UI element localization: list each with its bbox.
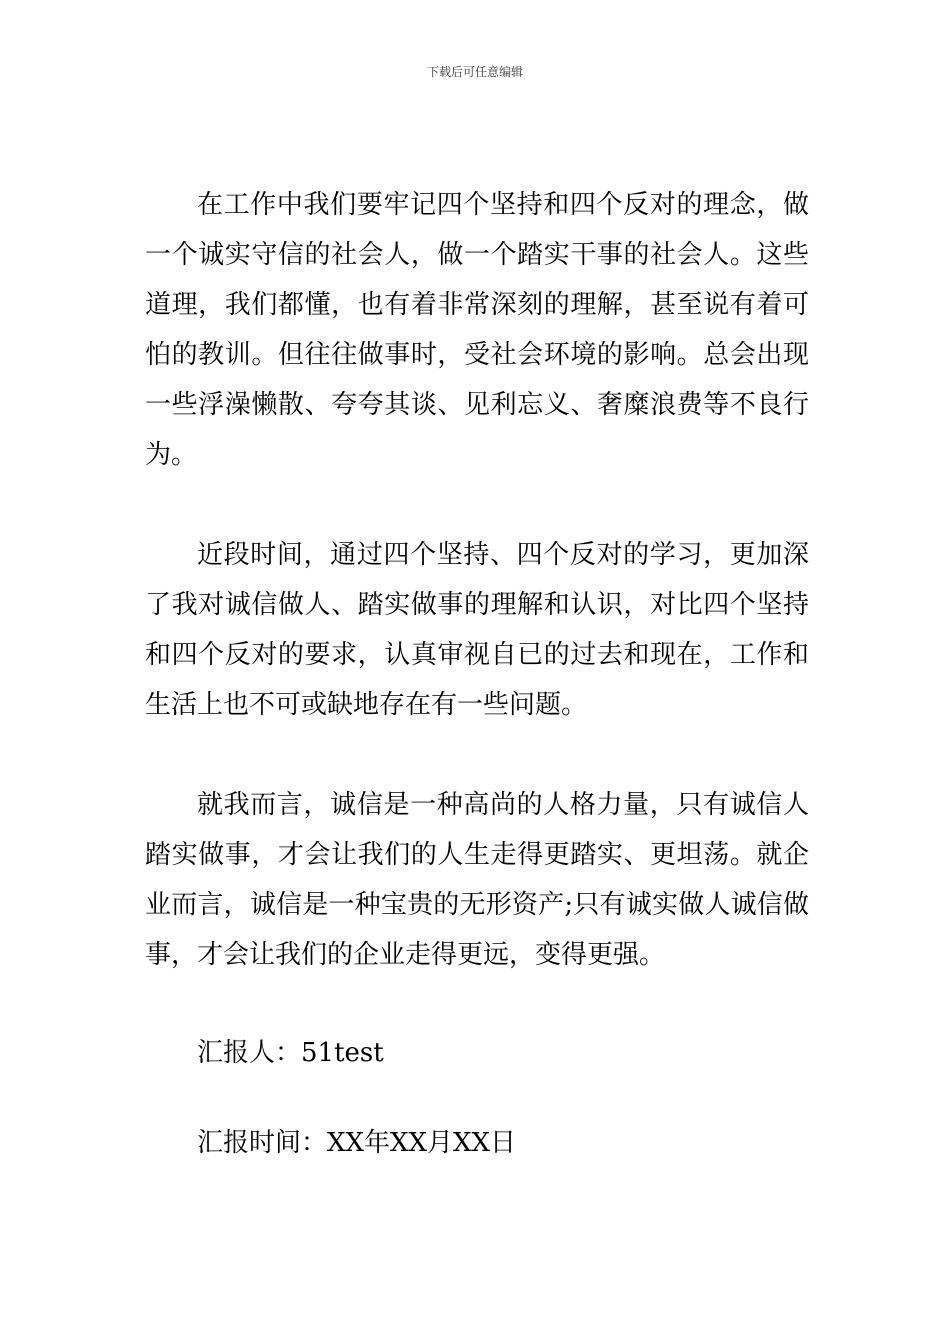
document-body	[145, 180, 809, 1168]
paragraph-1: 在工作中我们要牢记四个坚持和四个反对的理念，做一个诚实守信的社会人，做一个踏实干事的社会人。这些道理，我们都懂，也有着非常深刻的理解，甚至说有着可怕的教训。但往往做事时，受社会环境的影响。总会出现一些浮澡懒散、夸夸其谈、见利忘义、奢糜浪费等不良行为。	[145, 190, 809, 470]
header-note: 下载后可任意编辑	[426, 65, 523, 79]
report-date-line: 汇报时间：XX年XX月XX日	[197, 1128, 517, 1158]
paragraph-2: 近段时间，通过四个坚持、四个反对的学习，更加深了我对诚信做人、踏实做事的理解和认识，对比四个坚持和四个反对的要求，认真审视自已的过去和现在，工作和生活上也不可或缺地存在有一些问题。	[145, 540, 809, 720]
reporter-line: 汇报人：51test	[197, 1038, 384, 1068]
paragraph-3: 就我而言，诚信是一种高尚的人格力量，只有诚信人踏实做事，才会让我们的人生走得更踏实、更坦荡。就企业而言，诚信是一种宝贵的无形资产;只有诚实做人诚信做事，才会让我们的企业走得更远，变得更强。	[145, 790, 809, 970]
